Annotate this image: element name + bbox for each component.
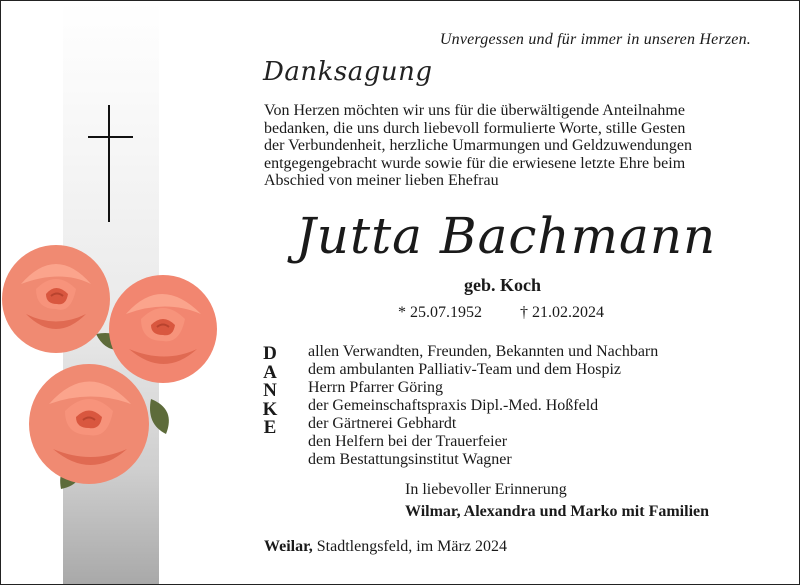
intro-line: bedanken, die uns durch liebevoll formulierte Worte, stille Gesten: [264, 119, 686, 137]
danke-letter: E: [263, 417, 277, 438]
roses-illustration: [1, 239, 221, 504]
thanks-item: allen Verwandten, Freunden, Bekannten und Nachbarn: [308, 343, 659, 360]
thanks-item: der Gemeinschaftspraxis Dipl.-Med. Hoßfeld: [308, 397, 599, 414]
intro-line: entgegengebracht wurde sowie für die erwiesene letzte Ehre beim: [264, 154, 686, 172]
rose-2: [109, 275, 217, 383]
motto: Unvergessen und für immer in unseren Herzen.: [439, 31, 751, 48]
life-dates: [398, 304, 604, 322]
danke-letter: N: [263, 380, 277, 401]
intro-line: Von Herzen möchten wir uns für die überwältigende Anteilnahme: [264, 102, 685, 119]
family-signature: Wilmar, Alexandra und Marko mit Familien: [405, 503, 710, 520]
thanks-list: [308, 343, 658, 469]
intro-line: der Verbundenheit, herzliche Umarmungen und Geldzuwendungen: [264, 137, 693, 154]
thanks-item: den Helfern bei der Trauerfeier: [308, 433, 508, 450]
thanks-item: Herrn Pfarrer Göring: [308, 379, 444, 396]
thanks-item: der Gärtnerei Gebhardt: [308, 415, 457, 432]
danke-letter: A: [263, 361, 277, 383]
danke-vertical: [260, 345, 280, 438]
birth-name: geb. Koch: [464, 275, 542, 295]
closing-line: In liebevoller Erinnerung: [405, 481, 567, 498]
danke-letter: D: [263, 343, 277, 364]
intro-text: [264, 102, 734, 190]
cross-icon: [108, 105, 110, 222]
deceased-name: Jutta Bachmann: [295, 207, 717, 265]
intro-line: Abschied von meiner lieben Ehefrau: [264, 172, 499, 189]
place-date: [264, 538, 507, 556]
thanks-item: dem Bestattungsinstitut Wagner: [308, 451, 512, 468]
death-date: † 21.02.2024: [520, 304, 604, 321]
heading-danksagung: Danksagung: [263, 57, 433, 87]
danke-letter: K: [262, 398, 278, 420]
place-date-text: Stadtlengsfeld, im März 2024: [312, 538, 507, 555]
birth-date: * 25.07.1952: [398, 304, 482, 321]
cross-icon-bar: [88, 136, 133, 138]
thanks-item: dem ambulanten Palliativ-Team und dem Hospiz: [308, 361, 622, 378]
rose-3: [29, 364, 149, 484]
place-name: Weilar,: [264, 538, 313, 555]
